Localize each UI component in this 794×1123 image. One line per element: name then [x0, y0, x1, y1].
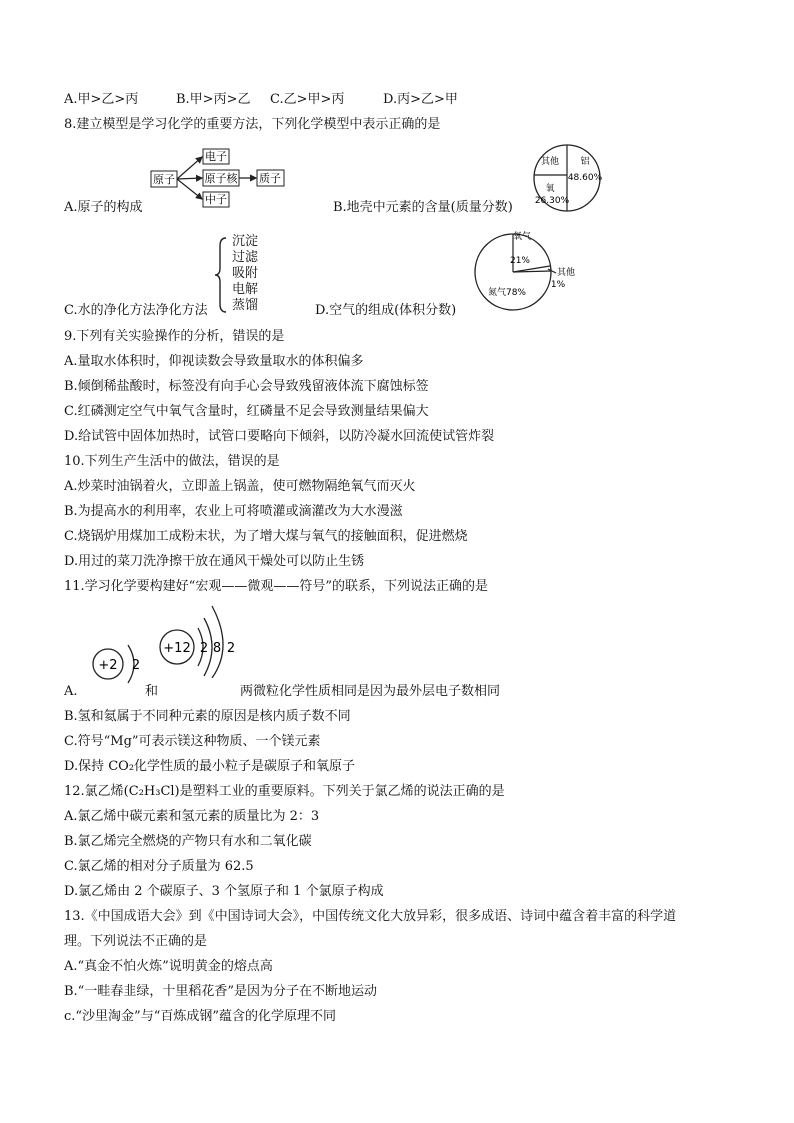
q9-option-c: C.红磷测定空气中氧气含量时，红磷量不足会导致测量结果偏大 [64, 404, 429, 419]
nucleus-box-label: 原子核 [204, 172, 238, 185]
mg-shell-1-electrons: 2 [199, 641, 209, 656]
q9-option-a: A.量取水体积时，仰视读数会导致量取水的体积偏多 [64, 354, 364, 369]
q11-option-c: C.符号“Mg”可表示镁这种物质、一个镁元素 [64, 734, 321, 749]
q12-option-c: C.氯乙烯的相对分子质量为 62.5 [64, 859, 254, 874]
electron-box-label: 电子 [205, 150, 227, 163]
q13-option-c: c.“沙里淘金”与“百炼成钢”蕴含的化学原理不同 [64, 1009, 336, 1024]
neutron-box-label: 中子 [205, 193, 227, 206]
pie-slice-oxygen-label: 氧气 [512, 232, 532, 242]
pie-slice-other-label: 其他 [540, 157, 560, 167]
q8-option-c-label: C.水的净化方法净化方法 [64, 303, 208, 318]
q10-option-c: C.烧锅炉用煤加工成粉末状，为了增大煤与氧气的接触面积，促进燃烧 [64, 529, 468, 544]
q8-option-b-label: B.地壳中元素的含量(质量分数) [333, 200, 513, 215]
water-purification-methods [232, 234, 272, 314]
q8-option-d-label: D.空气的组成(体积分数) [315, 303, 457, 318]
pie-slice-o-value: 26.30% [534, 196, 570, 206]
q12-stem: 12.氯乙烯(C₂H₃Cl)是塑料工业的重要原料。下列关于氯乙烯的说法正确的是 [64, 784, 505, 799]
q9-option-b: B.倾倒稀盐酸时，标签没有向手心会导致残留液体流下腐蚀标签 [64, 379, 429, 394]
q7-option-d: D.丙>乙>甲 [383, 92, 458, 107]
q13-option-b: B.“一畦春韭绿，十里稻花香”是因为分子在不断地运动 [64, 984, 377, 999]
q7-option-b: B.甲>丙>乙 [176, 92, 251, 107]
q12-option-b: B.氯乙烯完全燃烧的产物只有水和二氧化碳 [64, 834, 312, 849]
pie-slice-other-value: 1% [550, 280, 566, 290]
pie-slice-other-label: 其他 [556, 268, 576, 278]
q9-option-d: D.给试管中固体加热时，试管口要略向下倾斜，以防冷凝水回流使试管炸裂 [64, 429, 495, 444]
atom-diagram-mg [158, 600, 248, 678]
mg-shell-2-electrons: 8 [212, 641, 222, 656]
air-composition-pie-chart [470, 225, 580, 315]
method-item: 蒸馏 [232, 298, 259, 313]
he-shell-electrons: 2 [131, 658, 141, 673]
q10-option-d: D.用过的菜刀洗净擦干放在通风干燥处可以防止生锈 [64, 554, 365, 569]
q11-option-a-prefix: A. [64, 684, 78, 699]
q13-stem-line2: 理。下列说法不正确的是 [64, 934, 208, 949]
q11-option-d: D.保持 CO₂化学性质的最小粒子是碳原子和氧原子 [64, 759, 356, 774]
q10-option-b: B.为提高水的利用率，农业上可将喷灌或滴灌改为大水漫滋 [64, 504, 403, 519]
q13-stem-line1: 13.《中国成语大会》到《中国诗词大会》，中国传统文化大放异彩，很多成语、诗词中蕴含着丰富的科学道 [64, 909, 677, 924]
q9-stem: 9.下列有关实验操作的分析，错误的是 [64, 329, 285, 344]
q12-option-d: D.氯乙烯由 2 个碳原子、3 个氢原子和 1 个氯原子构成 [64, 884, 384, 899]
q11-option-a-and: 和 [145, 684, 159, 699]
method-item: 过滤 [232, 250, 259, 265]
method-item: 沉淀 [232, 234, 259, 249]
atom-diagram-he [86, 640, 148, 690]
q10-option-a: A.炒菜时油锅着火，立即盖上锅盖，使可燃物隔绝氧气而灭火 [64, 479, 416, 494]
mg-nucleus-charge: +12 [163, 641, 191, 656]
mg-shell-3-electrons: 2 [226, 641, 236, 656]
pie-slice-nitrogen-label: 氮气78% [487, 288, 527, 298]
q11-option-b: B.氢和氦属于不同种元素的原因是核内质子数不同 [64, 709, 351, 724]
q10-stem: 10.下列生产生活中的做法，错误的是 [64, 454, 280, 469]
pie-slice-o-label: 氧 [545, 184, 555, 194]
pie-slice-al-label: 铝 [580, 157, 590, 167]
pie-slice-oxygen-value: 21% [509, 256, 531, 266]
q8-option-a-label: A.原子的构成 [64, 200, 143, 215]
q12-option-a: A.氯乙烯中碳元素和氢元素的质量比为 2：3 [64, 809, 320, 824]
q13-option-a: A.“真金不怕火炼”说明黄金的熔点高 [64, 959, 273, 974]
q11-stem: 11.学习化学要构建好“宏观——微观——符号”的联系，下列说法正确的是 [64, 579, 488, 594]
q7-option-c: C.乙>甲>丙 [270, 92, 345, 107]
atom-box-label: 原子 [153, 173, 175, 186]
curly-brace [214, 236, 228, 314]
method-item: 电解 [232, 282, 259, 297]
q7-option-a: A.甲>乙>丙 [64, 92, 139, 107]
pie-slice-al-value: 48.60% [567, 173, 603, 183]
method-item: 吸附 [232, 266, 259, 281]
proton-box-label: 质子 [259, 172, 281, 185]
q11-option-a-text: 两微粒化学性质相同是因为最外层电子数相同 [240, 684, 501, 699]
he-nucleus-charge: +2 [98, 658, 118, 673]
atom-structure-diagram [145, 146, 295, 211]
q8-stem: 8.建立模型是学习化学的重要方法，下列化学模型中表示正确的是 [64, 117, 441, 132]
crust-element-pie-chart [530, 143, 605, 213]
